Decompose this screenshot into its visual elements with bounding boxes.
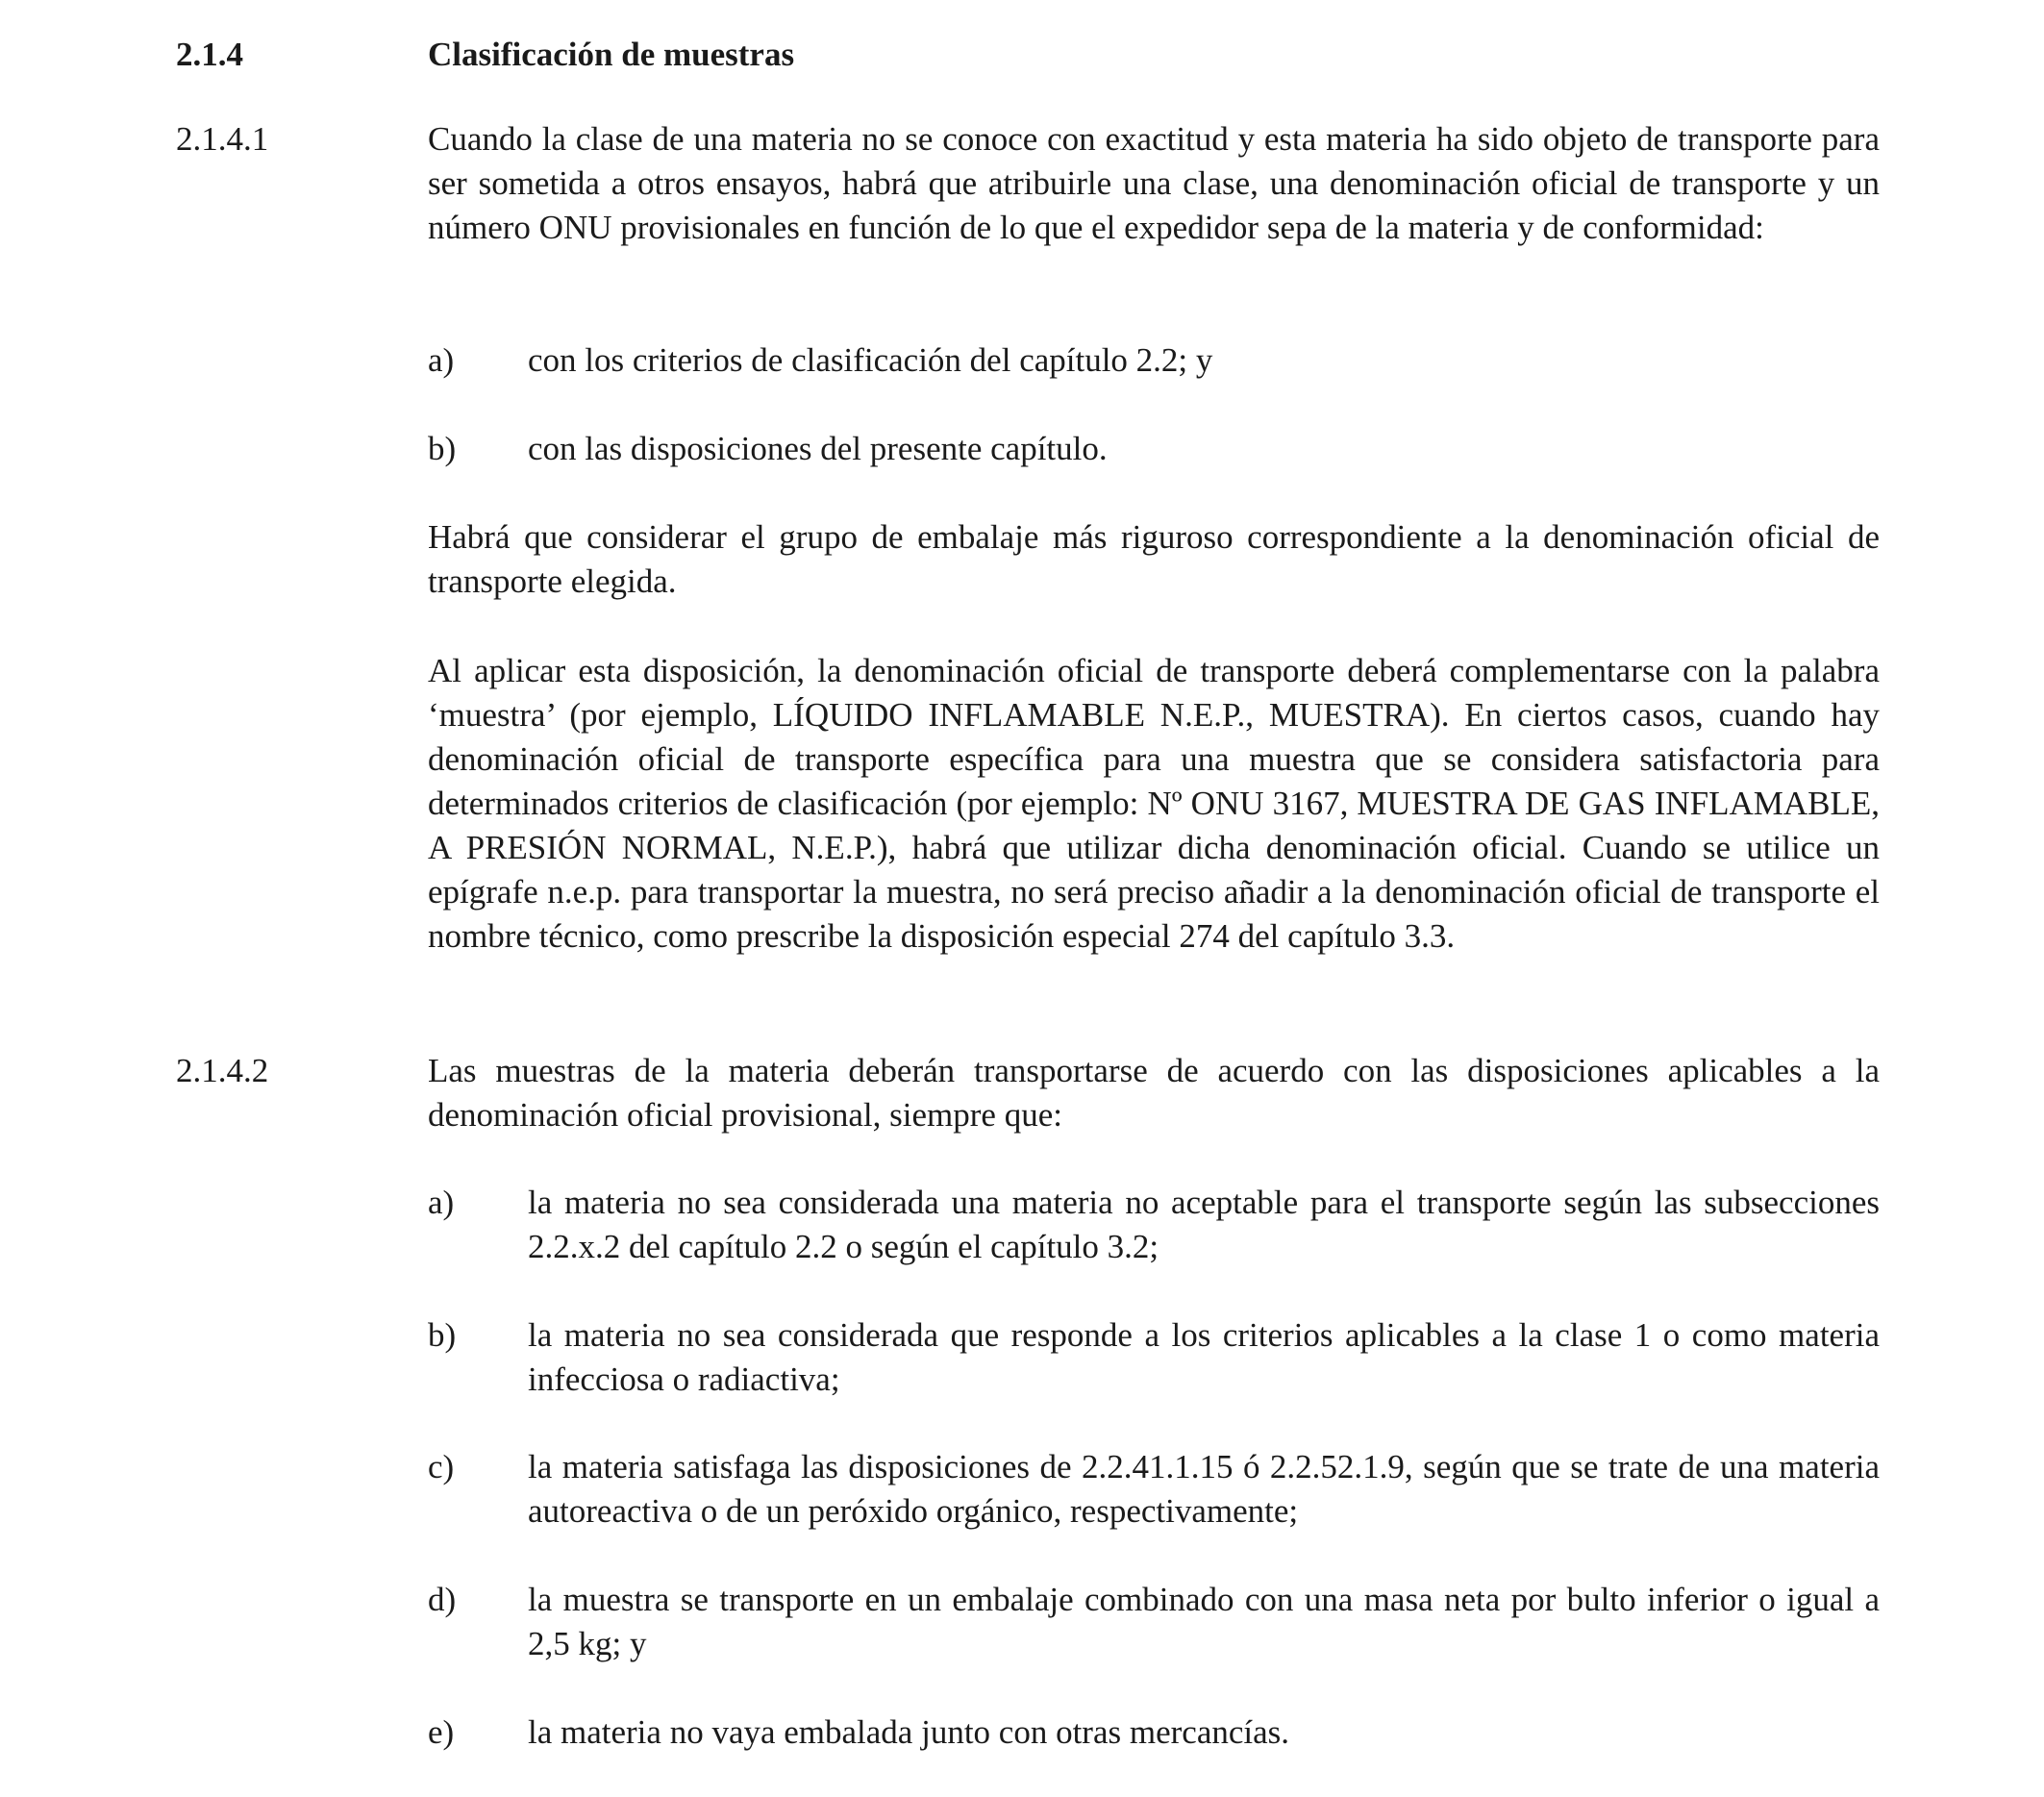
list-item-letter: d)	[428, 1581, 457, 1618]
subsection-1-paragraph-3: Al aplicar esta disposición, la denominación oficial de transporte deberá complementarse con la palabra ‘muestra’ (por ejemplo, LÍQUIDO INFLAMABLE N.E.P., MUESTRA). En ciertos casos, cuando hay denominación oficial de transporte específica para una muestra que se considera satisfactoria para determinados criterios de clasificación (por ejemplo: Nº ONU 3167, MUESTRA DE GAS INFLAMABLE, A PRESIÓN NORMAL, N.E.P.), habrá que utilizar dicha denominación oficial. Cuando se utilice un epígrafe n.e.p. para transportar la muestra, no será preciso añadir a la denominación oficial de transporte el nombre técnico, como prescribe la disposición especial 274 del capítulo 3.3.	[428, 652, 1880, 955]
list-item-letter: a)	[428, 341, 455, 379]
subsection-number-2: 2.1.4.2	[176, 1052, 269, 1089]
section-title: Clasificación de muestras	[428, 36, 795, 73]
list-item-text: la materia no sea considerada una materia no aceptable para el transporte según las subsecciones 2.2.x.2 del capítulo 2.2 o según el capítulo 3.2;	[528, 1184, 1880, 1265]
list-item-letter: e)	[428, 1713, 455, 1751]
list-item	[428, 338, 1880, 383]
list-item	[428, 1445, 1880, 1534]
list-item-letter: a)	[428, 1184, 455, 1221]
list-item	[428, 1181, 1880, 1269]
list-item	[428, 427, 1880, 471]
list-item-text: la materia no vaya embalada junto con otras mercancías.	[528, 1713, 1290, 1751]
list-item-text: la muestra se transporte en un embalaje combinado con una masa neta por bulto inferior o igual a 2,5 kg; y	[528, 1581, 1880, 1662]
list-item	[428, 1313, 1880, 1402]
subsection-1-paragraph-2: Habrá que considerar el grupo de embalaje más riguroso correspondiente a la denominación oficial de transporte elegida.	[428, 518, 1880, 600]
list-item-text: con los criterios de clasificación del capítulo 2.2; y	[528, 341, 1213, 379]
list-item-letter: b)	[428, 430, 457, 467]
list-item-text: la materia satisfaga las disposiciones de 2.2.41.1.15 ó 2.2.52.1.9, según que se trate de una materia autoreactiva o de un peróxido orgánico, respectivamente;	[528, 1448, 1880, 1530]
subsection-number-1: 2.1.4.1	[176, 120, 269, 158]
subsection-1-intro: Cuando la clase de una materia no se conoce con exactitud y esta materia ha sido objeto de transporte para ser sometida a otros ensayos, habrá que atribuirle una clase, una denominación oficial de transporte y un número ONU provisionales en función de lo que el expedidor sepa de la materia y de conformidad:	[428, 120, 1880, 246]
list-item	[428, 1710, 1880, 1755]
subsection-2-intro: Las muestras de la materia deberán transportarse de acuerdo con las disposiciones aplicables a la denominación oficial provisional, siempre que:	[428, 1052, 1880, 1134]
list-item-text: la materia no sea considerada que responde a los criterios aplicables a la clase 1 o como materia infecciosa o radiactiva;	[528, 1316, 1880, 1398]
list-item-letter: b)	[428, 1316, 457, 1354]
list-item-text: con las disposiciones del presente capítulo.	[528, 430, 1108, 467]
section-number: 2.1.4	[176, 36, 243, 73]
list-item	[428, 1578, 1880, 1666]
list-item-letter: c)	[428, 1448, 455, 1485]
